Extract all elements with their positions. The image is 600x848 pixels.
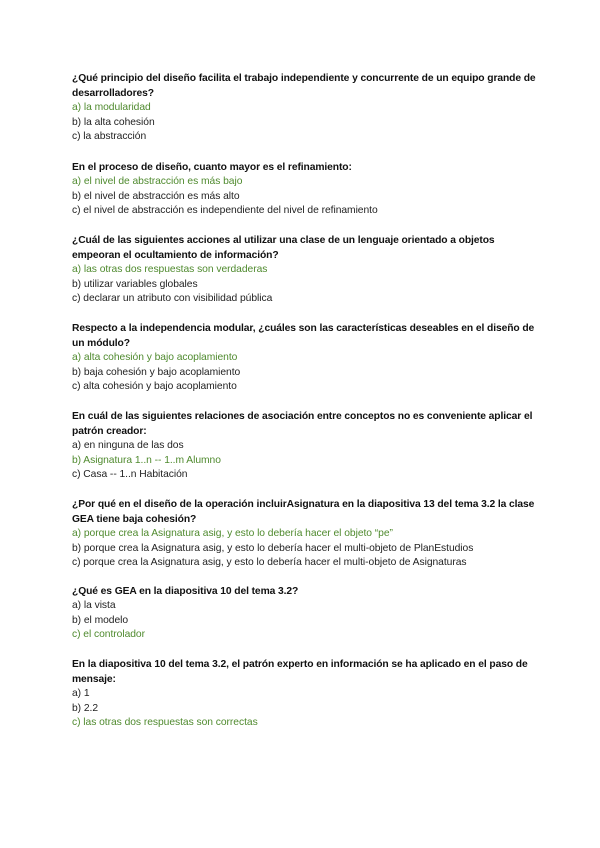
answer-option: a) en ninguna de las dos: [72, 440, 184, 451]
answer-option: c) el nivel de abstracción es independiente del nivel de refinamiento: [72, 205, 378, 217]
question-3: [72, 233, 542, 307]
answer-option-correct: c) las otras dos respuestas son correctas: [72, 717, 258, 729]
answer-option: b) 2.2: [72, 702, 99, 714]
answer-option-correct: a) porque crea la Asignatura asig, y esto lo debería hacer el objeto “pe”: [72, 528, 393, 539]
answer-option: b) porque crea la Asignatura asig, y esto lo debería hacer el multi-objeto de PlanEstudios: [72, 542, 474, 554]
answer-option-correct: c) el controlador: [72, 629, 145, 641]
answer-option-correct: a) las otras dos respuestas son verdaderas: [72, 264, 268, 275]
answer-option-correct: a) el nivel de abstracción es más bajo: [72, 176, 243, 187]
answer-option: c) declarar un atributo con visibilidad pública: [72, 293, 273, 305]
question-text: En la diapositiva 10 del tema 3.2, el patrón experto en información se ha aplicado en el paso de mensaje:: [72, 659, 528, 685]
question-text: ¿Por qué en el diseño de la operación incluirAsignatura en la diapositiva 13 del tema 3.2 la clase GEA tiene baja cohesión?: [72, 499, 535, 525]
question-1: [72, 71, 542, 145]
answer-option: b) el nivel de abstracción es más alto: [72, 190, 240, 202]
answer-option: c) la abstracción: [72, 131, 147, 143]
question-8: [72, 657, 542, 731]
answer-option: c) Casa -- 1..n Habitación: [72, 469, 188, 481]
question-4: [72, 321, 542, 395]
answer-option: a) 1: [72, 688, 90, 699]
question-text: ¿Qué principio del diseño facilita el trabajo independiente y concurrente de un equipo grande de desarrolladores?: [72, 73, 536, 99]
question-6: [72, 497, 542, 571]
answer-option: a) la vista: [72, 600, 116, 611]
question-7: [72, 584, 542, 643]
question-text: ¿Cuál de las siguientes acciones al utilizar una clase de un lenguaje orientado a objetos empeoran el ocultamiento de información?: [72, 235, 495, 261]
answer-option: c) alta cohesión y bajo acoplamiento: [72, 381, 237, 393]
question-text: En el proceso de diseño, cuanto mayor es el refinamiento:: [72, 162, 352, 173]
answer-option-correct: a) alta cohesión y bajo acoplamiento: [72, 352, 238, 363]
question-2: [72, 160, 542, 219]
answer-option-correct: a) la modularidad: [72, 102, 151, 113]
answer-option: b) utilizar variables globales: [72, 278, 198, 290]
answer-option-correct: b) Asignatura 1..n -- 1..m Alumno: [72, 454, 221, 466]
question-5: [72, 409, 542, 483]
answer-option: b) la alta cohesión: [72, 116, 155, 128]
answer-option: b) el modelo: [72, 614, 129, 626]
question-text: ¿Qué es GEA en la diapositiva 10 del tema 3.2?: [72, 586, 299, 597]
question-text: Respecto a la independencia modular, ¿cuáles son las características deseables en el diseño de un módulo?: [72, 323, 535, 349]
answer-option: c) porque crea la Asignatura asig, y esto lo debería hacer el multi-objeto de Asignaturas: [72, 557, 467, 569]
question-text: En cuál de las siguientes relaciones de asociación entre conceptos no es conveniente aplicar el patrón creador:: [72, 411, 533, 437]
answer-option: b) baja cohesión y bajo acoplamiento: [72, 366, 241, 378]
